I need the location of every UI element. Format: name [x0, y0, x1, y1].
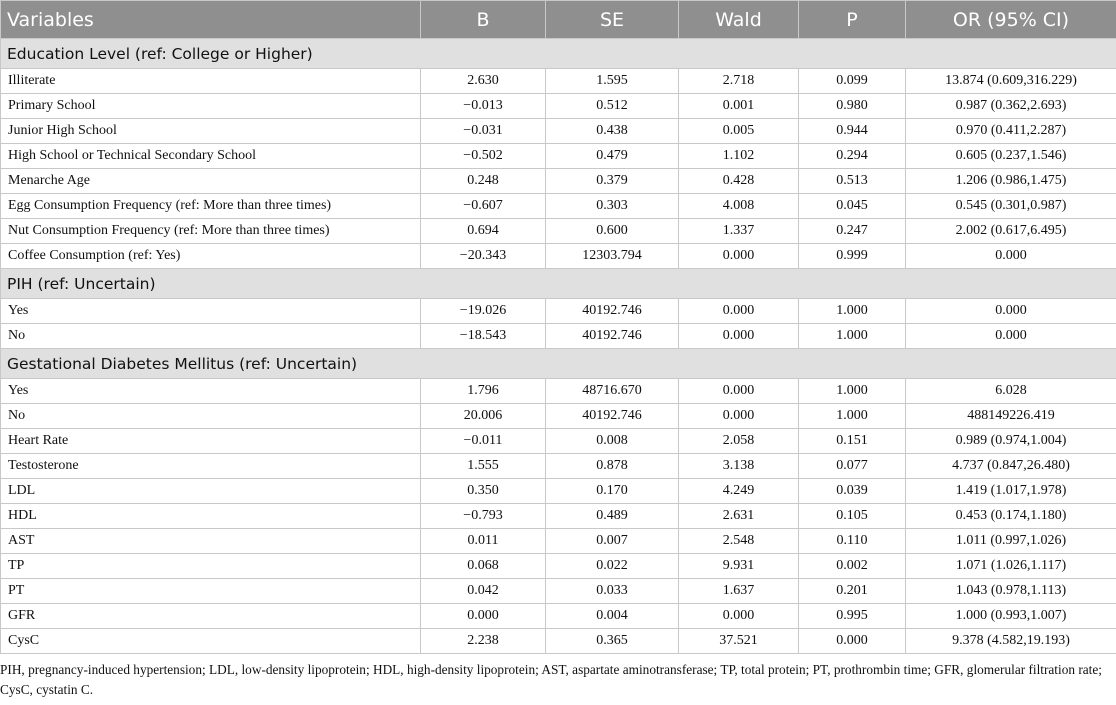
- cell-variable: CysC: [1, 629, 421, 654]
- cell-p: 0.999: [799, 244, 906, 269]
- cell-variable: Yes: [1, 379, 421, 404]
- cell-or-ci: 0.545 (0.301,0.987): [906, 194, 1116, 219]
- cell-b: 2.238: [421, 629, 546, 654]
- cell-p: 0.151: [799, 429, 906, 454]
- table-row: [1, 169, 1116, 194]
- cell-b: −0.607: [421, 194, 546, 219]
- cell-b: −0.031: [421, 119, 546, 144]
- cell-or-ci: 0.453 (0.174,1.180): [906, 504, 1116, 529]
- cell-variable: AST: [1, 529, 421, 554]
- cell-variable: No: [1, 404, 421, 429]
- cell-wald: 0.000: [679, 299, 799, 324]
- table-row: [1, 194, 1116, 219]
- cell-b: 0.000: [421, 604, 546, 629]
- cell-b: 0.350: [421, 479, 546, 504]
- cell-wald: 37.521: [679, 629, 799, 654]
- section-title: Education Level (ref: College or Higher): [1, 39, 1116, 69]
- table-row: [1, 554, 1116, 579]
- cell-se: 40192.746: [546, 299, 679, 324]
- cell-se: 0.365: [546, 629, 679, 654]
- cell-or-ci: 488149226.419: [906, 404, 1116, 429]
- cell-wald: 0.000: [679, 244, 799, 269]
- cell-wald: 3.138: [679, 454, 799, 479]
- cell-b: −19.026: [421, 299, 546, 324]
- cell-variable: Testosterone: [1, 454, 421, 479]
- cell-or-ci: 0.000: [906, 244, 1116, 269]
- section-row: [1, 269, 1116, 299]
- table-row: [1, 299, 1116, 324]
- cell-b: 0.248: [421, 169, 546, 194]
- table-row: [1, 244, 1116, 269]
- table-row: [1, 69, 1116, 94]
- cell-b: 1.555: [421, 454, 546, 479]
- cell-variable: Primary School: [1, 94, 421, 119]
- section-title: Gestational Diabetes Mellitus (ref: Uncertain): [1, 349, 1116, 379]
- cell-variable: Nut Consumption Frequency (ref: More than three times): [1, 219, 421, 244]
- header-wald: Wald: [679, 1, 799, 39]
- cell-se: 1.595: [546, 69, 679, 94]
- table-row: [1, 529, 1116, 554]
- cell-p: 0.045: [799, 194, 906, 219]
- cell-or-ci: 4.737 (0.847,26.480): [906, 454, 1116, 479]
- cell-or-ci: 0.970 (0.411,2.287): [906, 119, 1116, 144]
- cell-variable: Heart Rate: [1, 429, 421, 454]
- section-row: [1, 39, 1116, 69]
- cell-variable: TP: [1, 554, 421, 579]
- cell-wald: 1.102: [679, 144, 799, 169]
- cell-wald: 0.000: [679, 324, 799, 349]
- cell-variable: High School or Technical Secondary School: [1, 144, 421, 169]
- cell-se: 48716.670: [546, 379, 679, 404]
- table-row: [1, 504, 1116, 529]
- cell-wald: 2.058: [679, 429, 799, 454]
- cell-or-ci: 1.419 (1.017,1.978): [906, 479, 1116, 504]
- table-row: [1, 479, 1116, 504]
- cell-se: 40192.746: [546, 404, 679, 429]
- cell-se: 0.007: [546, 529, 679, 554]
- cell-or-ci: 9.378 (4.582,19.193): [906, 629, 1116, 654]
- cell-p: 1.000: [799, 299, 906, 324]
- cell-or-ci: 2.002 (0.617,6.495): [906, 219, 1116, 244]
- table-row: [1, 429, 1116, 454]
- cell-se: 12303.794: [546, 244, 679, 269]
- table-row: [1, 119, 1116, 144]
- header-p: P: [799, 1, 906, 39]
- table-row: [1, 579, 1116, 604]
- cell-or-ci: 1.071 (1.026,1.117): [906, 554, 1116, 579]
- table-row: [1, 144, 1116, 169]
- cell-wald: 0.001: [679, 94, 799, 119]
- cell-b: 0.068: [421, 554, 546, 579]
- cell-se: 0.438: [546, 119, 679, 144]
- cell-b: −20.343: [421, 244, 546, 269]
- cell-or-ci: 13.874 (0.609,316.229): [906, 69, 1116, 94]
- table-row: [1, 219, 1116, 244]
- cell-se: 0.489: [546, 504, 679, 529]
- cell-or-ci: 0.987 (0.362,2.693): [906, 94, 1116, 119]
- cell-se: 0.600: [546, 219, 679, 244]
- cell-se: 0.022: [546, 554, 679, 579]
- cell-p: 0.002: [799, 554, 906, 579]
- cell-p: 0.099: [799, 69, 906, 94]
- cell-or-ci: 1.043 (0.978,1.113): [906, 579, 1116, 604]
- table-footnote: PIH, pregnancy-induced hypertension; LDL, low-density lipoprotein; HDL, high-density lipoprotein; AST, aspartate aminotransferase; TP, total protein; PT, prothrombin time; GFR, glomerular filtration rate; CysC, cystatin C.: [0, 662, 1102, 697]
- cell-se: 40192.746: [546, 324, 679, 349]
- cell-or-ci: 1.000 (0.993,1.007): [906, 604, 1116, 629]
- cell-se: 0.004: [546, 604, 679, 629]
- cell-wald: 2.631: [679, 504, 799, 529]
- cell-or-ci: 0.605 (0.237,1.546): [906, 144, 1116, 169]
- cell-b: 0.694: [421, 219, 546, 244]
- header-row: [1, 1, 1116, 39]
- cell-variable: No: [1, 324, 421, 349]
- cell-wald: 4.249: [679, 479, 799, 504]
- cell-b: 0.011: [421, 529, 546, 554]
- cell-variable: Egg Consumption Frequency (ref: More than three times): [1, 194, 421, 219]
- cell-se: 0.303: [546, 194, 679, 219]
- cell-wald: 1.637: [679, 579, 799, 604]
- cell-b: −0.011: [421, 429, 546, 454]
- cell-variable: Yes: [1, 299, 421, 324]
- cell-p: 0.110: [799, 529, 906, 554]
- table-row: [1, 604, 1116, 629]
- cell-p: 1.000: [799, 404, 906, 429]
- table-row: [1, 379, 1116, 404]
- section-title: PIH (ref: Uncertain): [1, 269, 1116, 299]
- table-row: [1, 404, 1116, 429]
- cell-variable: Coffee Consumption (ref: Yes): [1, 244, 421, 269]
- table-row: [1, 629, 1116, 654]
- cell-variable: Junior High School: [1, 119, 421, 144]
- cell-wald: 0.428: [679, 169, 799, 194]
- cell-p: 0.077: [799, 454, 906, 479]
- cell-wald: 4.008: [679, 194, 799, 219]
- header-or-ci: OR (95% CI): [906, 1, 1116, 39]
- cell-b: 2.630: [421, 69, 546, 94]
- cell-p: 0.000: [799, 629, 906, 654]
- cell-variable: PT: [1, 579, 421, 604]
- cell-variable: HDL: [1, 504, 421, 529]
- cell-p: 0.247: [799, 219, 906, 244]
- cell-se: 0.512: [546, 94, 679, 119]
- header-b: B: [421, 1, 546, 39]
- cell-b: 20.006: [421, 404, 546, 429]
- cell-wald: 1.337: [679, 219, 799, 244]
- cell-p: 0.995: [799, 604, 906, 629]
- cell-or-ci: 0.989 (0.974,1.004): [906, 429, 1116, 454]
- cell-b: −18.543: [421, 324, 546, 349]
- cell-wald: 9.931: [679, 554, 799, 579]
- cell-p: 0.294: [799, 144, 906, 169]
- cell-b: −0.793: [421, 504, 546, 529]
- cell-p: 0.039: [799, 479, 906, 504]
- cell-se: 0.170: [546, 479, 679, 504]
- cell-wald: 2.718: [679, 69, 799, 94]
- cell-se: 0.379: [546, 169, 679, 194]
- cell-wald: 0.005: [679, 119, 799, 144]
- cell-b: −0.013: [421, 94, 546, 119]
- cell-b: 1.796: [421, 379, 546, 404]
- header-se: SE: [546, 1, 679, 39]
- table-row: [1, 324, 1116, 349]
- cell-variable: GFR: [1, 604, 421, 629]
- cell-se: 0.033: [546, 579, 679, 604]
- cell-se: 0.008: [546, 429, 679, 454]
- cell-p: 0.980: [799, 94, 906, 119]
- cell-p: 1.000: [799, 379, 906, 404]
- cell-p: 0.105: [799, 504, 906, 529]
- cell-or-ci: 1.206 (0.986,1.475): [906, 169, 1116, 194]
- cell-or-ci: 0.000: [906, 324, 1116, 349]
- cell-variable: Menarche Age: [1, 169, 421, 194]
- table-body: [1, 39, 1116, 654]
- cell-p: 0.944: [799, 119, 906, 144]
- cell-b: 0.042: [421, 579, 546, 604]
- cell-se: 0.878: [546, 454, 679, 479]
- cell-wald: 0.000: [679, 404, 799, 429]
- header-variables: Variables: [1, 1, 421, 39]
- cell-p: 1.000: [799, 324, 906, 349]
- cell-or-ci: 1.011 (0.997,1.026): [906, 529, 1116, 554]
- cell-wald: 2.548: [679, 529, 799, 554]
- cell-or-ci: 0.000: [906, 299, 1116, 324]
- cell-variable: Illiterate: [1, 69, 421, 94]
- table-row: [1, 94, 1116, 119]
- cell-p: 0.201: [799, 579, 906, 604]
- section-row: [1, 349, 1116, 379]
- cell-se: 0.479: [546, 144, 679, 169]
- table-row: [1, 454, 1116, 479]
- cell-p: 0.513: [799, 169, 906, 194]
- cell-wald: 0.000: [679, 604, 799, 629]
- cell-wald: 0.000: [679, 379, 799, 404]
- cell-variable: LDL: [1, 479, 421, 504]
- cell-b: −0.502: [421, 144, 546, 169]
- cell-or-ci: 6.028: [906, 379, 1116, 404]
